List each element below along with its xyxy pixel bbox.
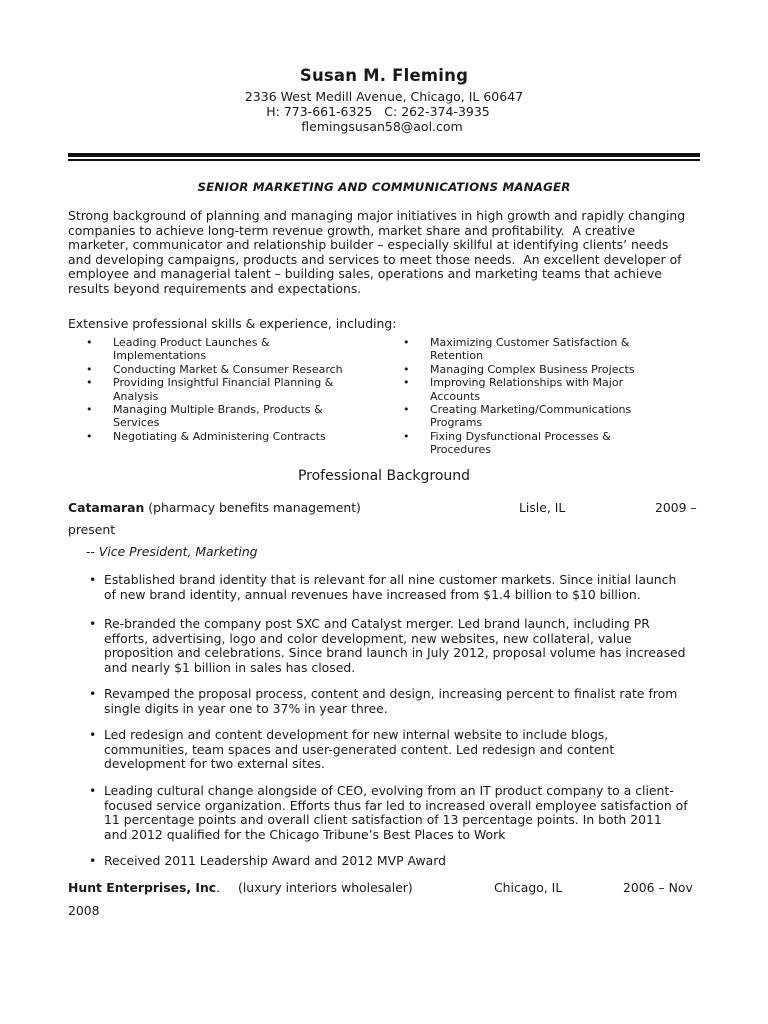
skills-list-left <box>86 336 366 443</box>
job-bullet: • Re-branded the company post SXC and Catalyst merger. Led brand launch, including PR efforts, advertising, logo and color development, new websites, new collateral, value proposition and celebrations. Since brand launch in July 2012, proposal volume has increased and nearly $1 billion in sales has closed. <box>89 617 704 676</box>
job-description: (luxury interiors wholesaler) <box>238 880 413 895</box>
summary-line: results beyond requirements and expectations. <box>68 280 362 296</box>
skill-item: • Improving Relationships with Major Accounts <box>403 376 653 403</box>
skill-item: • Leading Product Launches & Implementations <box>86 336 366 363</box>
skill-item: • Conducting Market & Consumer Research <box>86 363 366 376</box>
job-company-line <box>68 500 361 515</box>
job-dates-end: 2008 <box>68 903 100 918</box>
job-bullet: • Established brand identity that is relevant for all nine customer markets. Since initial launch of new brand identity, annual revenues have increased from $1.4 billion to $10 billion. <box>89 573 704 602</box>
role-prefix: -- <box>86 544 99 559</box>
section-heading-professional-background: Professional Background <box>297 468 471 484</box>
job-dates-start: 2006 – Nov <box>623 880 693 895</box>
summary-line: marketer, communicator and relationship builder – especially skillful at identifying clients’ needs <box>68 237 669 253</box>
summary-line: companies to achieve long-term revenue growth, market share and profitability. A creative <box>68 222 635 238</box>
job-description: (pharmacy benefits management) <box>148 500 361 515</box>
job-company: Catamaran <box>68 500 145 515</box>
job-location: Chicago, IL <box>494 880 563 895</box>
job-bullet: • Led redesign and content development for new internal website to include blogs, communities, team spaces and user-generated content. Led redesign and content development for two external sites. <box>89 728 704 772</box>
job-company-line <box>68 880 220 895</box>
candidate-name: Susan M. Fleming <box>299 66 469 85</box>
skill-item: • Creating Marketing/Communications Programs <box>403 403 653 430</box>
professional-title: SENIOR MARKETING AND COMMUNICATIONS MANAGER <box>197 180 571 194</box>
job-role <box>86 544 258 559</box>
role-title: Vice President, Marketing <box>98 544 258 559</box>
job-bullet: • Revamped the proposal process, content and design, increasing percent to finalist rate from single digits in year one to 37% in year three. <box>89 687 704 716</box>
skills-intro: Extensive professional skills & experience, including: <box>68 316 397 331</box>
job-bullet: • Received 2011 Leadership Award and 2012 MVP Award <box>89 854 704 869</box>
summary-line: Strong background of planning and managing major initiatives in high growth and rapidly changing <box>68 208 686 223</box>
job-bullet: • Leading cultural change alongside of CEO, evolving from an IT product company to a client- focused service organization. Efforts thus far led to increased overall employee satisfaction of 11 percentage points and overall client satisfaction of 13 percentage points. In both 2011 and 2012 qualified for the Chicago Tribune’s Best Places to Work <box>89 784 704 843</box>
summary-paragraph <box>68 209 708 297</box>
skill-item: • Managing Multiple Brands, Products & Services <box>86 403 366 430</box>
skill-item: • Managing Complex Business Projects <box>403 363 653 376</box>
job-dates-end: present <box>68 522 116 537</box>
phone-numbers: H: 773-661-6325 C: 262-374-3935 <box>266 104 490 119</box>
summary-line: and developing campaigns, products and services to meet those needs. An excellent developer of <box>68 251 682 267</box>
skill-item: • Fixing Dysfunctional Processes & Procedures <box>403 430 653 457</box>
address: 2336 West Medill Avenue, Chicago, IL 60647 <box>244 89 524 104</box>
header-rule-thin <box>68 159 700 161</box>
header-rule-thick <box>68 153 700 157</box>
email-address: flemingsusan58@aol.com <box>301 119 463 134</box>
job-company: Hunt Enterprises, Inc <box>68 880 217 895</box>
skill-item: • Maximizing Customer Satisfaction & Retention <box>403 336 653 363</box>
skills-list-right <box>403 336 653 457</box>
summary-line: employee and managerial talent – building sales, operations and marketing teams that achieve <box>68 266 662 282</box>
skill-item: • Negotiating & Administering Contracts <box>86 430 366 443</box>
job-location: Lisle, IL <box>519 500 566 515</box>
skill-item: • Providing Insightful Financial Planning & Analysis <box>86 376 366 403</box>
job-company-suffix: . <box>216 880 221 895</box>
job-dates-start: 2009 – <box>655 500 697 515</box>
